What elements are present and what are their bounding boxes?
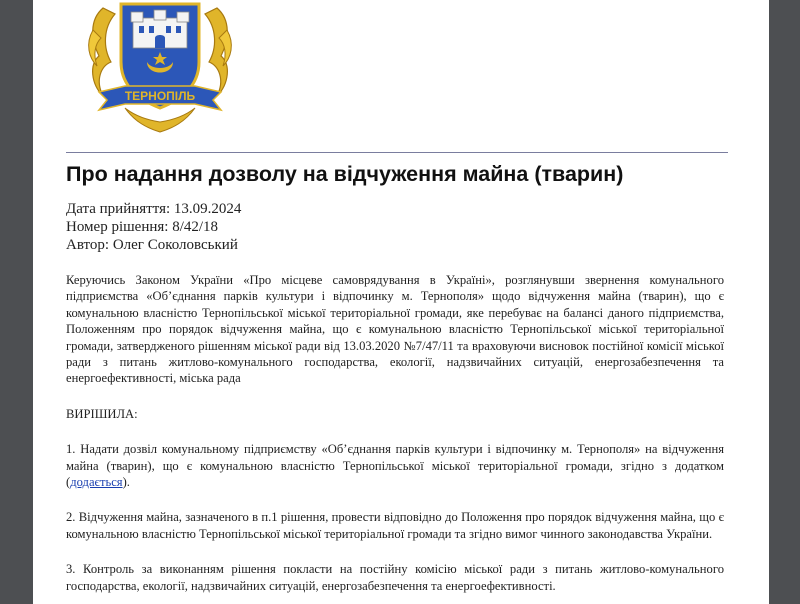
decided-heading: ВИРІШИЛА: [66, 406, 138, 421]
document-body [66, 272, 724, 604]
logo-city-name: ТЕРНОПІЛЬ [124, 89, 196, 103]
document-page [33, 0, 769, 604]
title-divider [66, 152, 728, 153]
decision-item-3: 3. Контроль за виконанням рішення покласти на постійну комісію міської ради з питань житлово-комунального господарства, екології, надзвичайних ситуацій, енергозабезпечення та енергоефективності. [66, 562, 724, 593]
decision-number-value: 8/42/18 [172, 219, 219, 235]
decision-item-1 [66, 441, 724, 490]
decision-item-2: 2. Відчуження майна, зазначеного в п.1 рішення, провести відповідно до Положення про порядок відчуження майна, що є комунальною власністю Тернопільської міської територіальної громади та згідно вимог чинного законодавства України. [66, 510, 724, 541]
preamble-paragraph: Керуючись Законом України «Про місцеве самоврядування в Україні», розглянувши звернення комунального підприємства «Об’єднання парків культури і відпочинку м. Тернополя» щодо відчуження майна (тварин), що є комунальною власністю Тернопільської міської територіальної громади, яке перебуває на балансі даного підприємства, Положенням про порядок відчуження майна, що є комунальною власністю Тернопільської міської територіальної громади, затвердженого рішенням міської ради від 13.03.2020 №7/47/11 та враховуючи висновок постійної комісії міської ради з питань житлово-комунального господарства, екології, надзвичайних ситуацій, енергозабезпечення та енергоефективності, міська рада [66, 273, 724, 386]
right-viewer-margin [769, 0, 800, 604]
decision-item-1-end: ). [122, 475, 130, 490]
decision-number-label: Номер рішення: [66, 219, 169, 235]
decision-number-row [66, 218, 241, 236]
adoption-date-label: Дата прийняття: [66, 201, 171, 217]
adoption-date-value: 13.09.2024 [173, 201, 242, 217]
left-viewer-margin [0, 0, 33, 604]
adoption-date-row [66, 200, 241, 218]
attachment-link[interactable]: додається [70, 475, 123, 490]
document-meta [66, 200, 241, 254]
author-label: Автор: [66, 237, 110, 253]
ternopil-coat-of-arms-logo [85, 0, 235, 138]
document-title: Про надання дозволу на відчуження майна (тварин) [66, 162, 624, 186]
author-row [66, 236, 241, 254]
author-value: Олег Соколовський [112, 237, 238, 253]
decision-item-1-text: 1. Надати дозвіл комунальному підприємству «Об’єднання парків культури і відпочинку м. Тернополя» на відчуження майна (тварин), що є комунальною власністю Тернопільської міської територіальної громади, згідно з додатком ( [66, 442, 724, 490]
